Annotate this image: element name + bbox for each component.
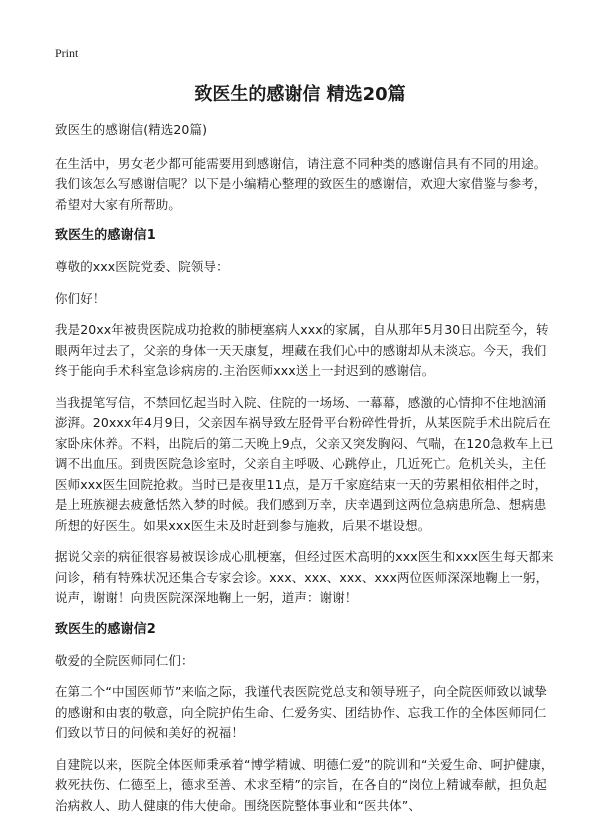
letter-2-heading: 致医生的感谢信2 — [55, 621, 156, 637]
letter-1-paragraph: 我是20xx年被贵医院成功抢救的肺梗塞病人xxx的家属，自从那年5月30日出院至今，转眼两年过去了，父亲的身体一天天康复，埋藏在我们心中的感谢却从未淡忘。今天，我们终于能向手术科室急诊病房的.主治医师xxx送上一封迟到的感谢信。 — [55, 322, 549, 378]
letter-1-paragraph: 当我提笔写信，不禁回忆起当时入院、住院的一场场、一幕幕，感激的心情抑不住地汹涌澎湃。20xxx年4月9日，父亲因车祸导致左胫骨平台粉碎性骨折，从某医院手术出院后在家卧床休养。不料，出院后的第二天晚上9点，父亲又突发胸闷、气喘，在120急救车上已调不出血压。到贵医院急诊室时，父亲自主呼吸、心跳停止，几近死亡。危机关头，主任医师xxx医生回院抢救。当时已是夜里11点，是万千家庭结束一天的劳累相依相伴之时，是上班族褪去疲惫恬然入梦的时候。我们感到万幸，庆幸遇到这两位急病患所急、想病患所想的好医生。如果xxx医生未及时赶到参与施救，后果不堪设想。 — [55, 394, 554, 533]
letter-2-paragraph: 自建院以来，医院全体医师秉承着“博学精诚、明德仁爱”的院训和“关爱生命、呵护健康，救死扶伤、仁德至上，德求至善、术求至精”的宗旨，在各自的“岗位上精诚奉献，担负起治病救人、助人健康的伟大使命。围绕医院整体事业和“医共体”、 — [55, 756, 554, 813]
intro-paragraph: 在生活中，男女老少都可能需要用到感谢信，请注意不同种类的感谢信具有不同的用途。我们该怎么写感谢信呢？以下是小编精心整理的致医生的感谢信，欢迎大家借鉴与参考，希望对大家有所帮助。 — [55, 155, 547, 212]
letter-1-paragraph: 据说父亲的病征很容易被误诊成心肌梗塞，但经过医术高明的xxx医生和xxx医生每天都来问诊，稍有特殊状况还集合专家会诊。xxx、xxx、xxx、xxx两位医师深深地鞠上一躬，说声，谢谢！向贵医院深深地鞠上一躬，道声：谢谢！ — [55, 549, 554, 605]
document-body — [55, 120, 555, 827]
letter-2-salutation: 敬爱的全院医师同仁们： — [55, 652, 194, 668]
letter-1-salutation: 尊敬的xxx医院党委、院领导： — [55, 259, 229, 274]
page-title: 致医生的感谢信 精选20篇 — [194, 84, 406, 105]
letter-2-paragraph: 在第二个“中国医师节”来临之际，我谨代表医院党总支和领导班子，向全院医师致以诚挚的感谢和由衷的敬意，向全院护佑生命、仁爱务实、团结协作、忘我工作的全体医师同仁们致以节日的问候和美好的祝福！ — [55, 684, 547, 740]
letter-1-heading: 致医生的感谢信1 — [55, 228, 156, 243]
print-label: Print — [55, 46, 79, 60]
document-subtitle: 致医生的感谢信(精选20篇) — [55, 122, 208, 137]
letter-1-greeting: 你们好！ — [55, 290, 106, 306]
